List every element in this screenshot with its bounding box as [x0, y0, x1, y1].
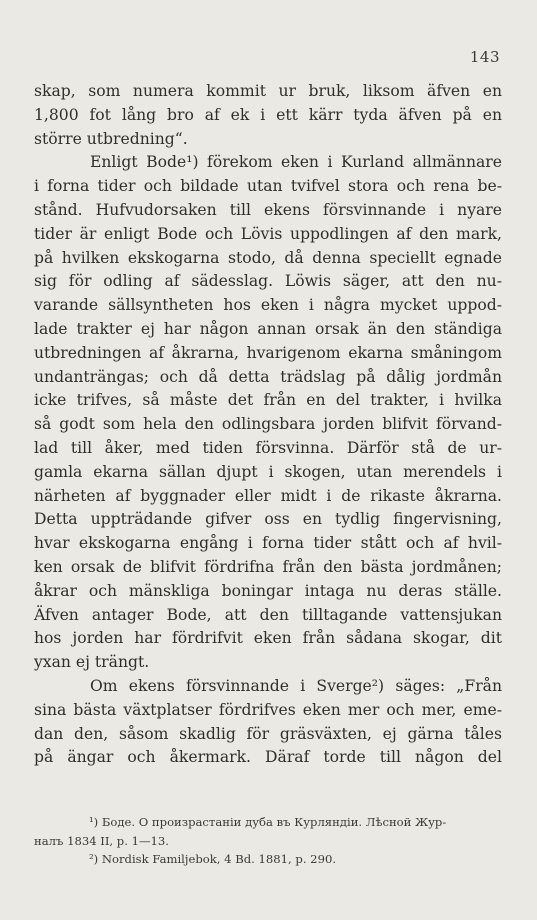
text-line: på ängar och åkermark. Däraf torde till någon del — [34, 748, 502, 767]
text-line: ken orsak de blifvit fördrifna från den bästa jordmånen; — [34, 557, 502, 576]
text-line: Enligt Bode¹) förekom eken i Kurland allmännare — [90, 153, 502, 172]
text-line: större utbredning“. — [34, 129, 188, 148]
text-line: varande sällsyntheten hos eken i några mycket uppod- — [34, 296, 502, 315]
text-line: åkrar och mänskliga boningar intaga nu deras ställe. — [34, 581, 502, 600]
text-line: undanträngas; och då detta trädslag på dålig jordmån — [34, 367, 502, 386]
text-line: i forna tider och bildade utan tvifvel stora och rena be- — [34, 177, 502, 196]
text-line: närheten af byggnader eller midt i de rikaste åkrarna. — [34, 486, 502, 505]
text-line: lade trakter ej har någon annan orsak än den ständiga — [34, 319, 502, 338]
text-line: Om ekens försvinnande i Sverge²) säges: „Från — [90, 676, 502, 695]
page-number: 143 — [469, 48, 500, 66]
text-line: stånd. Hufvudorsaken till ekens försvinnande i nyare — [34, 200, 502, 219]
text-line: icke trifves, så måste det från en del trakter, i hvilka — [34, 391, 502, 410]
text-line: skap, som numera kommit ur bruk, liksom äfven en — [34, 82, 502, 100]
footnotes — [34, 813, 502, 869]
footnote-line: налъ 1834 II, p. 1—13. — [34, 833, 169, 848]
body-text — [34, 80, 502, 770]
text-line: gamla ekarna sällan djupt i skogen, utan merendels i — [34, 462, 502, 481]
text-line: 1,800 fot lång bro af ek i ett kärr tyda äfven på en — [34, 105, 502, 124]
footnote-line: ²) Nordisk Familjebok, 4 Bd. 1881, p. 290. — [89, 852, 337, 866]
text-line: Detta uppträdande gifver oss en tydlig fingervisning, — [34, 510, 502, 529]
text-line: Äfven antager Bode, att den tilltagande vattensjukan — [34, 605, 502, 624]
text-line: på hvilken ekskogarna stodo, då denna speciellt egnade — [34, 248, 502, 267]
text-line: lad till åker, med tiden försvinna. Därför stå de ur- — [34, 438, 502, 457]
text-line: hos jorden har fördrifvit eken från sådana skogar, dit — [34, 629, 502, 648]
text-line: dan den, såsom skadlig för gräsväxten, ej gärna tåles — [34, 724, 502, 743]
text-line: utbredningen af åkrarna, hvarigenom ekarna småningom — [34, 343, 502, 362]
text-line: så godt som hela den odlingsbara jorden blifvit förvand- — [34, 415, 502, 434]
text-line: tider är enligt Bode och Lövis uppodlingen af den mark, — [34, 224, 502, 243]
footnote-line: ¹) Боде. О произрастаніи дуба въ Курляндіи. Лѣсной Жур- — [89, 815, 447, 829]
text-line: yxan ej trängt. — [34, 653, 150, 672]
text-line: sig för odling af sädesslag. Löwis säger, att den nu- — [34, 272, 502, 291]
text-line: sina bästa växtplatser fördrifves eken mer och mer, eme- — [34, 700, 502, 719]
text-line: hvar ekskogarna engång i forna tider stått och af hvil- — [34, 534, 502, 553]
